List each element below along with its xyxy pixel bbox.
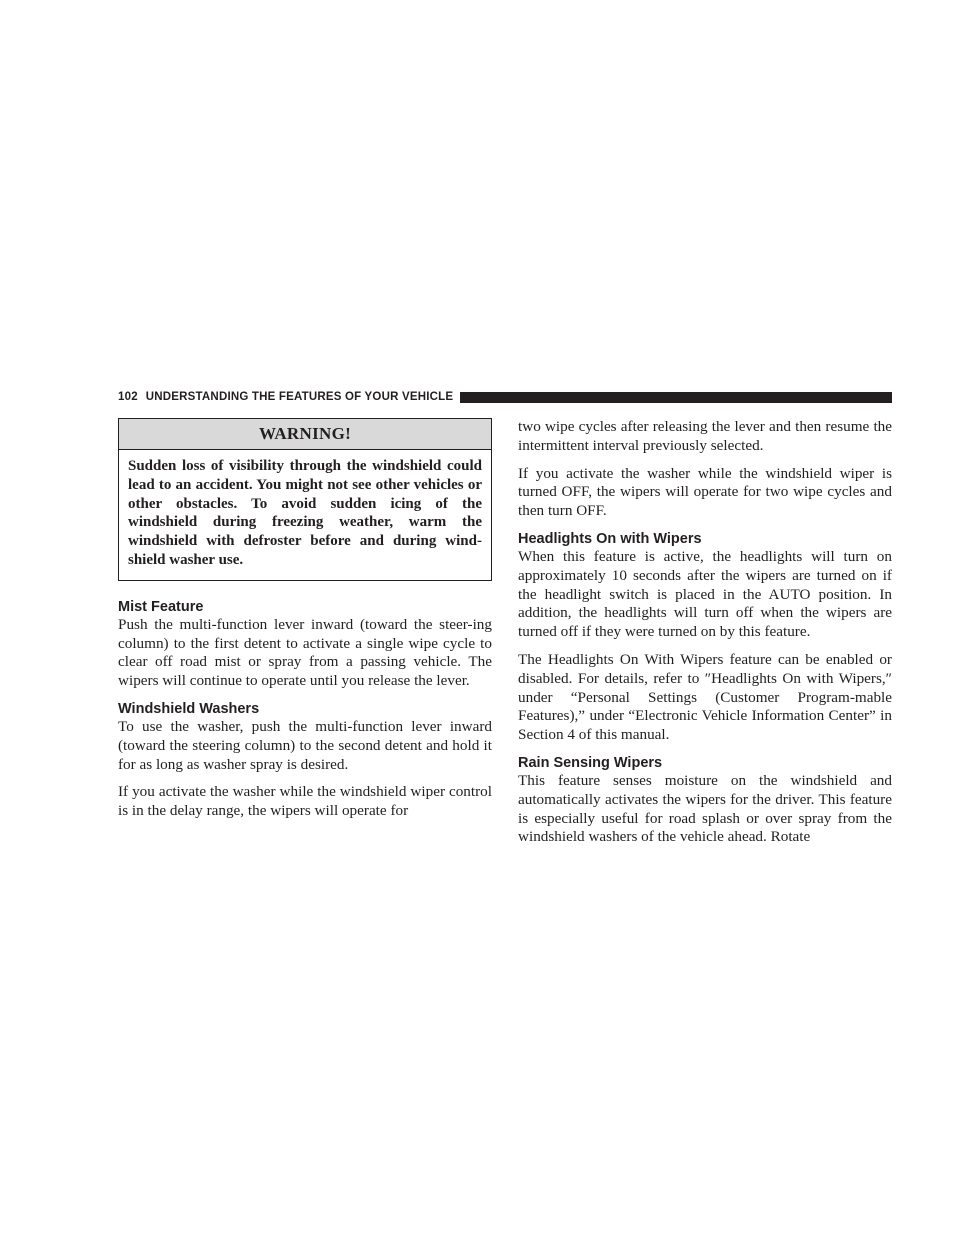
headlights-paragraph: When this feature is active, the headlights will turn on approximately 10 seconds after the wipers are turned on if the headlight switch is placed in the AUTO position. In addition, the headlights will turn off when the wipers are turned off if they were turned on by this feature. (518, 547, 892, 641)
windshield-washers-paragraph: To use the washer, push the multi-function lever inward (toward the steering column) to the second detent and hold it for as long as washer spray is desired. (118, 717, 492, 773)
mist-feature-paragraph: Push the multi-function lever inward (toward the steer-ing column) to the first detent to activate a single wipe cycle to clear off road mist or spray from a passing vehicle. The wipers will continue to operate until you release the lever. (118, 615, 492, 690)
header-rule (460, 392, 892, 403)
page-number: 102 (118, 391, 138, 403)
page-header (118, 390, 892, 404)
warning-title: WARNING! (119, 419, 491, 450)
left-column (118, 418, 492, 830)
headlights-on-with-wipers-heading: Headlights On with Wipers (518, 530, 702, 547)
washer-off-paragraph: If you activate the washer while the windshield wiper is turned OFF, the wipers will operate for two wipe cycles and then turn OFF. (518, 464, 892, 520)
windshield-washers-heading: Windshield Washers (118, 700, 260, 717)
headlights-settings-paragraph: The Headlights On With Wipers feature can be enabled or disabled. For details, refer to ″Headlights On with Wipers,″ under “Personal Settings (Customer Program-mable Features),” under “Electronic Vehicle Information Center” in Section 4 of this manual. (518, 650, 892, 744)
mist-feature-heading: Mist Feature (118, 598, 204, 615)
right-column (518, 418, 892, 856)
warning-box (118, 418, 492, 581)
continued-paragraph: two wipe cycles after releasing the lever and then resume the intermittent interval previously selected. (518, 418, 892, 454)
washer-delay-paragraph: If you activate the washer while the windshield wiper control is in the delay range, the wipers will operate for (118, 783, 492, 820)
warning-text: Sudden loss of visibility through the windshield could lead to an accident. You might not see other vehicles or other obstacles. To avoid sudden icing of the windshield during freezing weather, warm the windshield with defroster before and during wind-shield washer use. (128, 458, 482, 568)
rain-sensing-paragraph: This feature senses moisture on the windshield and automatically activates the wipers for the driver. This feature is especially useful for road splash or over spray from the windshield washers of the vehicle ahead. Rotate (518, 771, 892, 846)
rain-sensing-wipers-heading: Rain Sensing Wipers (518, 754, 663, 771)
section-title: UNDERSTANDING THE FEATURES OF YOUR VEHICLE (145, 391, 454, 403)
